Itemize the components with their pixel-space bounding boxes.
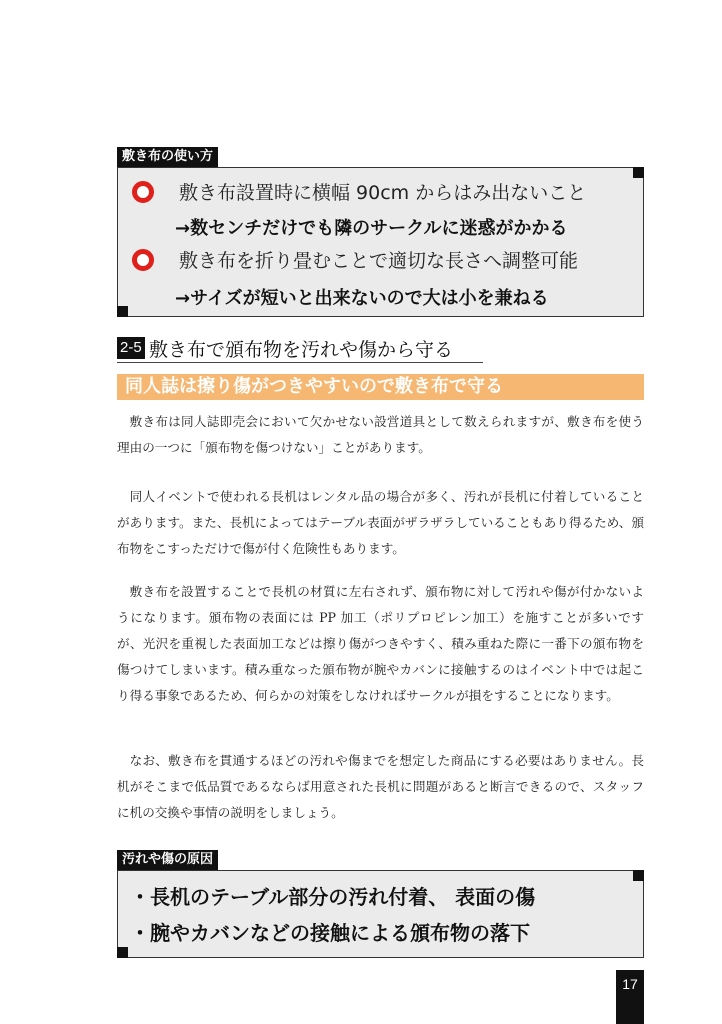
usage-item-text: 敷き布を折り畳むことで適切な長さへ調整可能 bbox=[179, 250, 579, 272]
causes-box bbox=[117, 870, 644, 958]
section-title: 敷き布で頒布物を汚れや傷から守る bbox=[149, 339, 454, 361]
box-corner-top-right bbox=[633, 870, 644, 881]
box-corner-bottom-left bbox=[117, 947, 128, 958]
causes-box-label: 汚れや傷の原因 bbox=[117, 850, 218, 870]
page-number: 17 bbox=[616, 970, 644, 1024]
body-paragraph: なお、敷き布を貫通するほどの汚れや傷までを想定した商品にする必要はありません。長机がそこまで低品質であるならば用意された長机に問題があると断言できるので、スタッフに机の交換や事情の説明をしましょう。 bbox=[117, 753, 644, 820]
cause-item: ・長机のテーブル部分の汚れ付着、 表面の傷 bbox=[130, 885, 536, 909]
body-paragraph: 敷き布を設置することで長机の材質に左右されず、頒布物に対して汚れや傷が付かないようになります。頒布物の表面には PP 加工（ポリプロピレン加工）を施すことが多いですが、光沢を重視した表面加工などは擦り傷がつきやすく、積み重ねた際に一番下の頒布物を傷つけてしまいます。積み重なった頒布物が腕やカバンに接触するのはイベント中では起こり得る事象であるため、何らかの対策をしなければサークルが損をすることになります。 bbox=[117, 584, 644, 703]
usage-item bbox=[132, 178, 586, 205]
usage-item-note: →数センチだけでも隣のサークルに迷惑がかかる bbox=[175, 218, 568, 239]
usage-box-label: 敷き布の使い方 bbox=[117, 147, 218, 167]
body-paragraph: 同人イベントで使われる長机はレンタル品の場合が多く、汚れが長机に付着していることがあります。また、長机によってはテーブル表面がザラザラしていることもあり得るため、頒布物をこすっただけで傷が付く危険性もあります。 bbox=[117, 489, 644, 556]
usage-item bbox=[132, 246, 578, 273]
box-corner-bottom-left bbox=[117, 306, 128, 317]
section-subtitle: 同人誌は擦り傷がつきやすいので敷き布で守る bbox=[117, 374, 644, 400]
circle-icon bbox=[132, 181, 154, 203]
usage-item-text: 敷き布設置時に横幅 90cm からはみ出ないこと bbox=[179, 182, 587, 204]
section-number: 2-5 bbox=[117, 337, 145, 359]
usage-item-note: →サイズが短いと出来ないので大は小を兼ねる bbox=[175, 288, 549, 309]
section-heading bbox=[117, 335, 483, 363]
body-paragraph: 敷き布は同人誌即売会において欠かせない設営道具として数えられますが、敷き布を使う理由の一つに「頒布物を傷つけない」ことがあります。 bbox=[117, 414, 644, 455]
cause-item: ・腕やカバンなどの接触による頒布物の落下 bbox=[130, 921, 530, 945]
circle-icon bbox=[132, 249, 154, 271]
usage-box bbox=[117, 167, 644, 317]
box-corner-top-right bbox=[633, 167, 644, 178]
